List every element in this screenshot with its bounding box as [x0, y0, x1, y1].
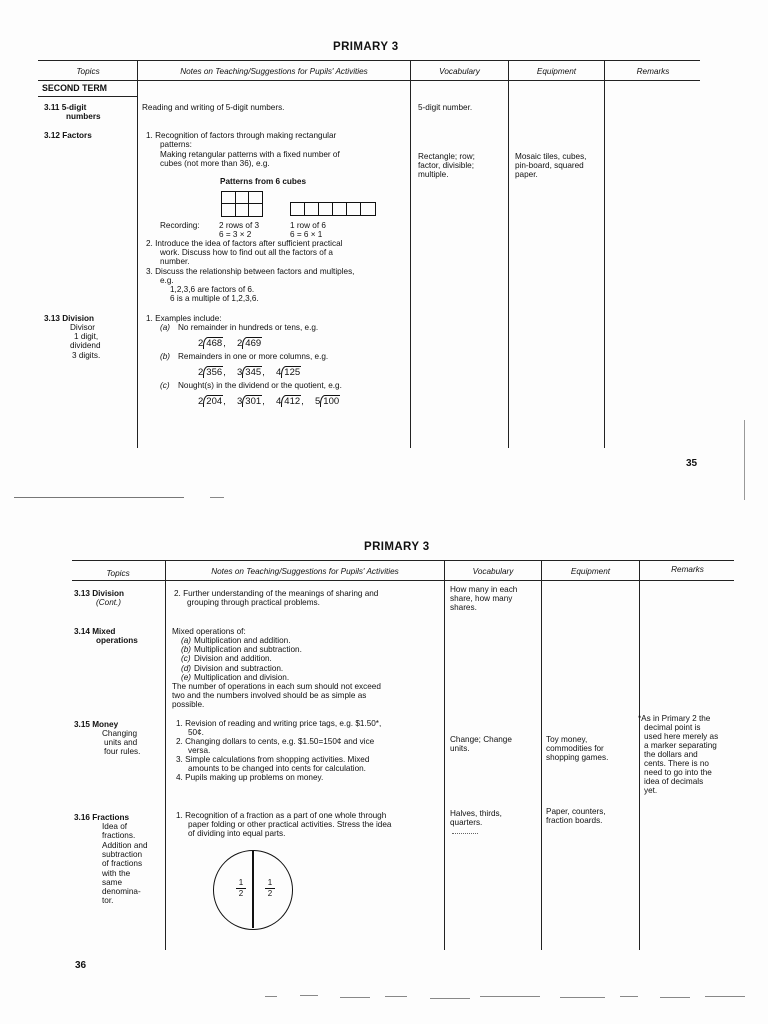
vocabulary-continuation-dots — [452, 833, 478, 834]
equipment-text: commodities for — [546, 744, 604, 753]
notes-text: No remainder in hundreds or tens, e.g. — [178, 323, 319, 332]
notes-text: 50¢. — [188, 728, 204, 737]
topic-number: 3.16 Fractions — [74, 813, 130, 822]
notes-text: 1. Revision of reading and writing price tags, e.g. $1.50*, — [176, 719, 382, 728]
notes-text: cubes (not more than 36), e.g. — [160, 159, 270, 168]
topic-subtitle: numbers — [66, 112, 101, 121]
notes-text: amounts to be changed into cents for calculation. — [188, 764, 366, 773]
vocabulary-text: factor, divisible; — [418, 161, 474, 170]
topic-subtitle: 3 digits. — [72, 351, 101, 360]
topic-number: 3.13 Division — [74, 589, 125, 598]
term-heading: SECOND TERM — [42, 83, 108, 93]
equipment-text: Toy money, — [546, 735, 588, 744]
vocabulary-text: multiple. — [418, 170, 449, 179]
header-notes: Notes on Teaching/Suggestions for Pupils' Activities — [180, 67, 368, 76]
vocabulary-text: quarters. — [450, 818, 483, 827]
remarks-text: need to go into the — [644, 768, 712, 777]
header-remarks: Remarks — [636, 67, 670, 76]
dividend: 356 — [203, 366, 223, 378]
vocabulary-text: How many in each — [450, 585, 518, 594]
list-item: Division and subtraction. — [194, 663, 284, 673]
topic-number: 3.15 Money — [74, 720, 119, 729]
remarks-text: the dollars and — [644, 750, 698, 759]
notes-text: 2. Introduce the idea of factors after sufficient practical — [146, 239, 343, 248]
topic-subtitle: denomina- — [102, 887, 141, 897]
scan-edge — [14, 497, 184, 498]
remarks-text: used here merely as — [644, 732, 719, 741]
divisor: 3 — [237, 367, 243, 378]
remarks-text: yet. — [644, 786, 658, 795]
topic-subtitle: (Cont.) — [96, 598, 122, 607]
notes-text: 1,2,3,6 are factors of 6. — [170, 285, 255, 294]
topic-number: 3.14 Mixed — [74, 627, 116, 636]
item-label: (c) — [160, 381, 170, 390]
notes-text: Mixed operations of: — [172, 627, 246, 636]
notes-text: number. — [160, 257, 190, 266]
remarks-text: idea of decimals — [644, 777, 704, 786]
half-circle-diagram — [213, 850, 293, 930]
remarks-text: cents. There is no — [644, 759, 709, 768]
remarks-text: *As in Primary 2 the — [638, 714, 711, 723]
long-division-example — [237, 367, 265, 378]
equipment-text: Paper, counters, — [546, 807, 606, 816]
topic-subtitle: of fractions — [102, 859, 143, 869]
topic-number: 3.13 Division — [44, 314, 95, 323]
notes-text: two and the numbers involved should be as simple as — [172, 691, 367, 700]
notes-text: 2. Further understanding of the meanings of sharing and — [174, 589, 379, 598]
long-division-example — [276, 367, 301, 378]
header-equipment: Equipment — [536, 67, 577, 76]
notes-text: Remainders in one or more columns, e.g. — [178, 352, 329, 361]
notes-text: 1. Examples include: — [146, 314, 222, 323]
circle-divider — [252, 851, 254, 928]
header-topics: Topics — [106, 569, 130, 578]
divisor: 2 — [237, 338, 243, 349]
recording-text: 2 rows of 3 — [219, 221, 260, 230]
dividend: 469 — [242, 337, 262, 349]
scan-speck — [620, 996, 638, 997]
term-rule — [38, 96, 137, 97]
column-divider — [639, 560, 640, 950]
separator: , — [301, 396, 304, 407]
table-header-rule — [72, 580, 734, 581]
topic-subtitle: operations — [96, 636, 138, 645]
list-item: Multiplication and addition. — [194, 636, 291, 645]
fraction-half: 1 2 — [265, 879, 275, 898]
divisor: 2 — [198, 396, 204, 407]
topic-subtitle: with the — [102, 868, 131, 878]
recording-label: Recording: — [160, 221, 200, 230]
separator: , — [223, 367, 226, 378]
notes-text: patterns: — [160, 140, 192, 149]
notes-text: 1. Recognition of a fraction as a part of one whole through — [176, 811, 387, 820]
topic-subtitle: units and — [104, 738, 138, 747]
equipment-text: pin-board, squared — [515, 161, 584, 170]
notes-text: 3. Simple calculations from shopping activities. Mixed — [176, 755, 370, 764]
equipment-text: shopping games. — [546, 753, 609, 762]
topic-number: 3.12 Factors — [44, 131, 92, 140]
notes-text: Nought(s) in the dividend or the quotient, e.g. — [178, 381, 342, 390]
cube-pattern-1x6 — [290, 202, 376, 216]
topic-subtitle: same — [102, 877, 123, 887]
topic-subtitle: fractions. — [102, 831, 136, 841]
equipment-text: paper. — [515, 170, 538, 179]
topic-subtitle: Addition and — [102, 840, 148, 850]
scan-speck — [265, 996, 277, 997]
topic-subtitle: four rules. — [104, 747, 141, 756]
column-divider — [137, 60, 138, 448]
long-division-example — [276, 396, 304, 407]
scan-speck — [560, 997, 605, 998]
notes-text: The number of operations in each sum should not exceed — [172, 682, 381, 691]
patterns-title: Patterns from 6 cubes — [220, 177, 306, 186]
fraction-half: 1 2 — [236, 879, 246, 898]
dividend: 468 — [203, 337, 223, 349]
header-vocabulary: Vocabulary — [439, 67, 480, 76]
dividend: 412 — [281, 395, 301, 407]
header-equipment: Equipment — [570, 567, 611, 576]
item-label: (d) — [181, 663, 192, 673]
topic-subtitle: Idea of — [102, 822, 128, 831]
notes-text: 1. Recognition of factors through making rectangular — [146, 131, 337, 140]
long-division-example — [198, 338, 226, 349]
notes-text: versa. — [188, 746, 211, 755]
scan-speck — [705, 996, 745, 997]
topic-subtitle: 1 digit, — [74, 332, 99, 341]
long-division-example — [237, 396, 265, 407]
topic-number: 3.11 5-digit — [44, 103, 87, 112]
recording-text: 6 = 3 × 2 — [219, 230, 252, 239]
vocabulary-text: share, how many — [450, 594, 513, 603]
page-title: PRIMARY 3 — [333, 41, 399, 53]
divisor: 2 — [198, 367, 204, 378]
scan-speck — [300, 995, 318, 996]
scan-speck — [385, 996, 407, 997]
page-number: 36 — [75, 960, 87, 971]
column-divider — [165, 560, 166, 950]
notes-text: possible. — [172, 700, 205, 709]
page-title: PRIMARY 3 — [364, 541, 430, 553]
list-item: Multiplication and division. — [194, 672, 290, 682]
list-item: Multiplication and subtraction. — [194, 645, 302, 655]
long-division-example — [198, 396, 226, 407]
item-label: (e) — [181, 672, 192, 682]
separator: , — [223, 396, 226, 407]
recording-text: 1 row of 6 — [290, 221, 326, 230]
item-label: (c) — [181, 654, 191, 664]
divisor: 4 — [276, 367, 282, 378]
long-division-example — [315, 396, 340, 407]
notes-text: paper folding or other practical activities. Stress the idea — [188, 820, 392, 829]
header-vocabulary: Vocabulary — [472, 567, 514, 576]
cube-pattern-2x3 — [221, 191, 263, 217]
vocabulary-text: units. — [450, 744, 470, 753]
remarks-text: decimal point is — [644, 723, 701, 732]
item-label: (a) — [160, 323, 171, 332]
recording-text: 6 = 6 × 1 — [290, 230, 323, 239]
item-label: (a) — [181, 636, 192, 645]
item-label: (b) — [160, 352, 171, 361]
scan-speck — [430, 998, 470, 999]
scan-speck — [660, 997, 690, 998]
divisor: 2 — [198, 338, 204, 349]
column-divider — [410, 60, 411, 448]
vocabulary-text: Rectangle; row; — [418, 152, 475, 161]
dividend: 301 — [242, 395, 262, 407]
equipment-text: Mosaic tiles, cubes, — [515, 152, 587, 161]
column-divider — [508, 60, 509, 448]
separator: , — [262, 396, 265, 407]
vocabulary-text: Halves, thirds, — [450, 809, 502, 818]
vocabulary-text: shares. — [450, 603, 477, 612]
separator: , — [223, 338, 226, 349]
scan-speck — [480, 996, 540, 997]
equipment-text: fraction boards. — [546, 816, 603, 825]
divisor: 5 — [315, 396, 321, 407]
notes-text: work. Discuss how to find out all the factors of a — [160, 248, 333, 257]
notes-text: 3. Discuss the relationship between factors and multiples, — [146, 267, 355, 276]
column-divider — [541, 560, 542, 950]
table-top-rule — [72, 560, 734, 561]
header-notes: Notes on Teaching/Suggestions for Pupils' Activities — [211, 567, 399, 576]
dividend: 345 — [242, 366, 262, 378]
topic-subtitle: Divisor — [70, 323, 96, 332]
vocabulary-text: Change; Change — [450, 735, 512, 744]
notes-text: Reading and writing of 5-digit numbers. — [142, 103, 285, 112]
header-remarks: Remarks — [671, 565, 704, 574]
list-item: Division and addition. — [194, 654, 272, 664]
dividend: 204 — [203, 395, 223, 407]
topic-subtitle: Changing — [102, 729, 138, 738]
column-divider — [604, 60, 605, 448]
scan-speck — [340, 997, 370, 998]
page-number: 35 — [686, 458, 698, 469]
long-division-example — [198, 367, 226, 378]
notes-text: 4. Pupils making up problems on money. — [176, 773, 324, 782]
dividend: 125 — [281, 366, 301, 378]
topic-subtitle: tor. — [102, 896, 114, 906]
notes-text: Making retangular patterns with a fixed number of — [160, 150, 340, 159]
notes-text: grouping through practical problems. — [187, 598, 320, 607]
header-topics: Topics — [76, 67, 100, 76]
scan-speck — [210, 497, 224, 498]
column-divider — [444, 560, 445, 950]
divisor: 3 — [237, 396, 243, 407]
remarks-text: a marker separating — [644, 741, 717, 750]
long-division-example — [237, 338, 262, 349]
scan-edge — [744, 420, 745, 500]
vocabulary-text: 5-digit number. — [418, 103, 473, 112]
item-label: (b) — [181, 645, 192, 655]
dividend: 100 — [320, 395, 340, 407]
notes-text: of dividing into equal parts. — [188, 829, 286, 838]
notes-text: e.g. — [160, 276, 174, 285]
topic-subtitle: dividend — [70, 341, 101, 350]
divisor: 4 — [276, 396, 282, 407]
notes-text: 2. Changing dollars to cents, e.g. $1.50=150¢ and vice — [176, 737, 375, 746]
topic-subtitle: subtraction — [102, 849, 143, 859]
notes-text: 6 is a multiple of 1,2,3,6. — [170, 294, 259, 303]
separator: , — [262, 367, 265, 378]
